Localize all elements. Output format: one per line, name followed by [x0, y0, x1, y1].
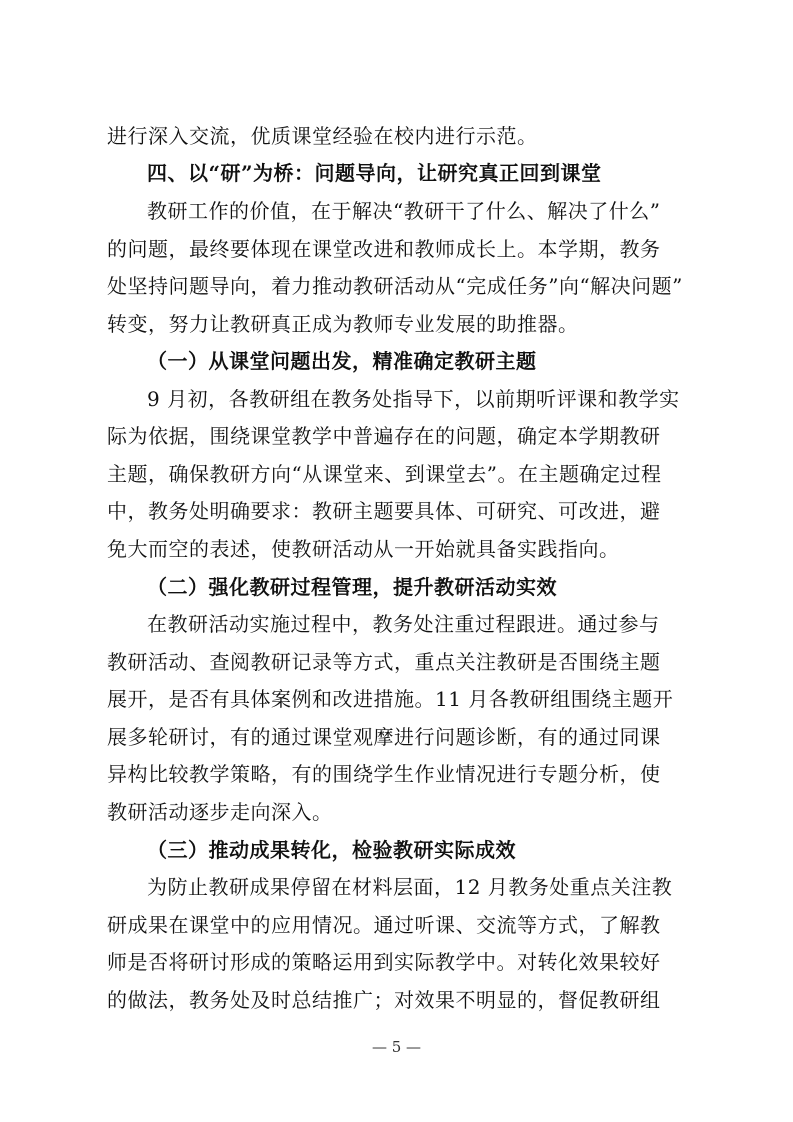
paragraph-line: 研成果在课堂中的应用情况。通过听课、交流等方式，了解教: [107, 913, 661, 937]
paragraph-line: 主题，确保教研方向“从课堂来、到课堂去”。在主题确定过程: [107, 462, 662, 486]
paragraph-line: 展开，是否有具体案例和改进措施。11 月各教研组围绕主题开: [107, 687, 674, 711]
paragraph-line: 教研工作的价值，在于解决“教研干了什么、解决了什么”: [147, 199, 661, 223]
paragraph-line: 异构比较教学策略，有的围绕学生作业情况进行专题分析，使: [107, 762, 661, 786]
paragraph-line: 师是否将研讨形成的策略运用到实际教学中。对转化效果较好: [107, 950, 661, 974]
paragraph-line: 教研活动逐步走向深入。: [107, 800, 333, 824]
paragraph-line: 中，教务处明确要求：教研主题要具体、可研究、可改进，避: [107, 499, 661, 523]
paragraph-line: 教研活动、查阅教研记录等方式，重点关注教研是否围绕主题: [107, 650, 661, 674]
paragraph-line: 在教研活动实施过程中，教务处注重过程跟进。通过参与: [147, 612, 660, 636]
paragraph-line: 免大而空的表述，使教研活动从一开始就具备实践指向。: [107, 537, 620, 561]
subsection-heading-2: （二）强化教研过程管理，提升教研活动实效: [147, 575, 557, 599]
paragraph-line: 9 月初，各教研组在教务处指导下，以前期听评课和教学实: [147, 387, 680, 411]
paragraph-line: 的做法，教务处及时总结推广；对效果不明显的，督促教研组: [107, 988, 661, 1012]
paragraph-line: 的问题，最终要体现在课堂改进和教师成长上。本学期，教务: [107, 237, 661, 261]
paragraph-line: 际为依据，围绕课堂教学中普遍存在的问题，确定本学期教研: [107, 424, 661, 448]
paragraph-line: 展多轮研讨，有的通过课堂观摩进行问题诊断，有的通过同课: [107, 725, 661, 749]
subsection-heading-3: （三）推动成果转化，检验教研实际成效: [147, 838, 516, 862]
paragraph-line: 为防止教研成果停留在材料层面，12 月教务处重点关注教: [147, 875, 673, 899]
page-number: — 5 —: [371, 1038, 422, 1056]
subsection-heading-1: （一）从课堂问题出发，精准确定教研主题: [147, 349, 537, 373]
paragraph-line: 转变，努力让教研真正成为教师专业发展的助推器。: [107, 312, 579, 336]
paragraph-line: 处坚持问题导向，着力推动教研活动从“完成任务”向“解决问题”: [107, 274, 683, 298]
paragraph-line: 进行深入交流，优质课堂经验在校内进行示范。: [107, 124, 538, 148]
section-heading-4: 四、以“研”为桥：问题导向，让研究真正回到课堂: [147, 161, 602, 185]
